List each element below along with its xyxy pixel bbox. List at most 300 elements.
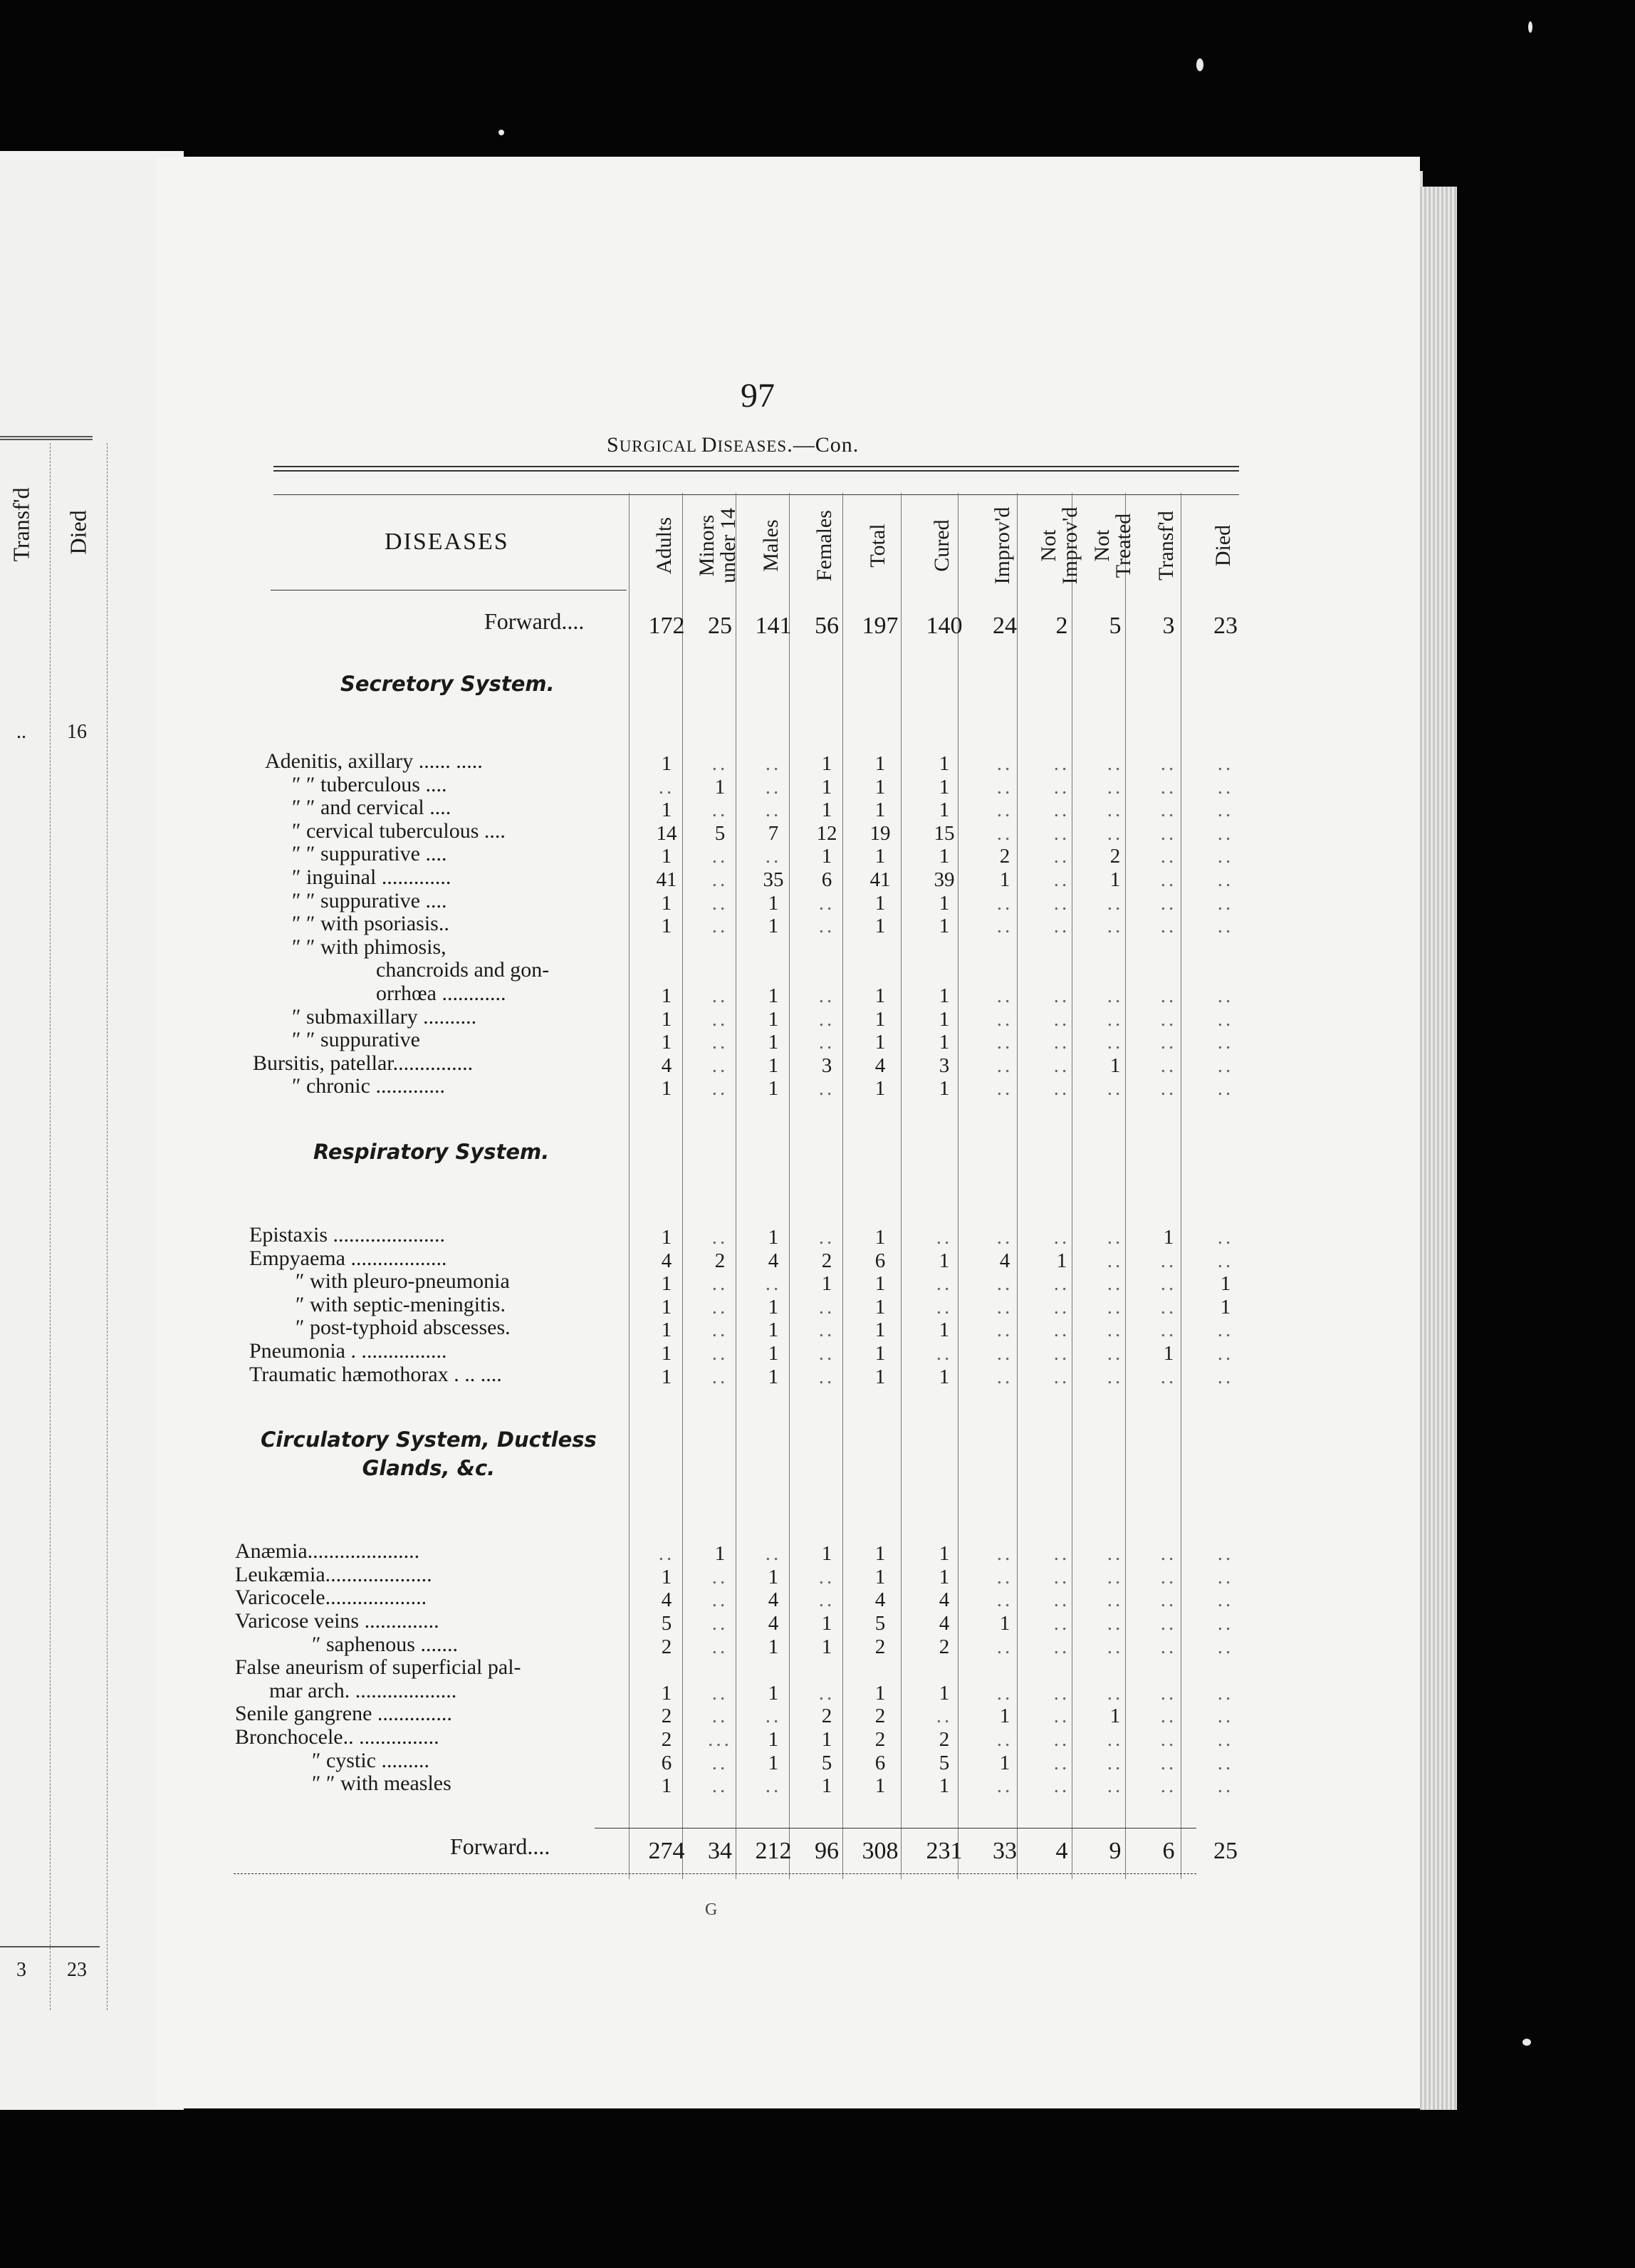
table-cell: 1: [874, 1542, 886, 1566]
table-cell: ..: [711, 1318, 728, 1342]
table-cell: 1: [874, 752, 886, 775]
table-cell: ..: [1107, 1612, 1124, 1635]
forward-value: 56: [815, 613, 839, 639]
table-cell: 1: [821, 1774, 832, 1798]
column-rule: [629, 493, 630, 1879]
row-label: orrhœa ............: [376, 982, 506, 1005]
table-cell: ..: [1053, 799, 1070, 822]
table-cell: 3: [939, 1054, 950, 1077]
forward-label: Forward....: [450, 1833, 550, 1859]
table-cell: ..: [1053, 1054, 1070, 1077]
table-cell: ..: [996, 1728, 1013, 1751]
column-header: Minors under 14: [695, 508, 740, 583]
table-cell: ..: [996, 1272, 1013, 1296]
table-cell: ..: [711, 752, 728, 775]
table-cell: 7: [768, 821, 779, 845]
table-cell: 1: [768, 1007, 779, 1031]
table-cell: ..: [818, 1342, 835, 1365]
forward-value: 197: [862, 613, 899, 639]
table-cell: ..: [818, 1365, 835, 1388]
table-cell: ..: [1217, 752, 1234, 775]
table-cell: ..: [711, 891, 728, 915]
table-cell: ..: [996, 915, 1013, 938]
table-cell: ..: [996, 1342, 1013, 1365]
row-label: ″ ″ with measles: [312, 1772, 451, 1796]
table-cell: ..: [1217, 1077, 1234, 1101]
table-cell: ..: [1217, 1365, 1234, 1388]
table-cell: ..: [1160, 1318, 1177, 1342]
prev-bottom-rule: [0, 1946, 100, 1947]
table-cell: ..: [1217, 775, 1234, 799]
table-cell: ..: [1053, 891, 1070, 915]
prev-header-transfd: Transf'd: [8, 487, 34, 562]
column-header: Improv'd: [991, 506, 1014, 585]
forward-value: 212: [755, 1838, 792, 1864]
table-cell: 1: [661, 1565, 672, 1588]
table-cell: ..: [996, 1007, 1013, 1031]
table-cell: 1: [768, 1365, 779, 1388]
table-cell: 41: [656, 868, 677, 891]
forward-value: 4: [1055, 1838, 1068, 1864]
table-cell: 1: [661, 1774, 672, 1798]
table-cell: ..: [1217, 984, 1234, 1007]
forward-value: 172: [648, 613, 685, 639]
table-cell: ..: [1160, 799, 1177, 822]
table-cell: ..: [1053, 1007, 1070, 1031]
row-label: Varicose veins ..............: [235, 1609, 439, 1633]
table-cell: 6: [821, 868, 832, 891]
table-cell: 1: [939, 1774, 950, 1798]
table-cell: 1: [939, 1007, 950, 1031]
table-cell: ..: [711, 1031, 728, 1054]
table-cell: ..: [996, 775, 1013, 799]
table-cell: 1: [821, 1612, 832, 1635]
table-cell: 1: [999, 868, 1010, 891]
table-cell: ..: [996, 1565, 1013, 1588]
table-cell: 1: [939, 1318, 950, 1342]
table-cell: ..: [1107, 1007, 1124, 1031]
column-rule: [842, 493, 843, 1879]
table-cell: 1: [1109, 868, 1121, 891]
table-cell: ..: [711, 799, 728, 822]
table-cell: 1: [939, 775, 950, 799]
row-label: Leukæmia....................: [235, 1562, 432, 1586]
table-cell: 1: [661, 1295, 672, 1318]
prev-header-died: Died: [65, 510, 91, 555]
table-cell: ..: [1217, 821, 1234, 845]
table-cell: 1: [939, 1365, 950, 1388]
table-cell: ..: [818, 1565, 835, 1588]
table-cell: ..: [711, 915, 728, 938]
table-cell: 1: [939, 984, 950, 1007]
table-cell: 5: [939, 1751, 950, 1774]
table-cell: ..: [1160, 1249, 1177, 1272]
table-cell: 1: [661, 891, 672, 915]
table-cell: ..: [1160, 1054, 1177, 1077]
dust-speck: [1522, 2039, 1531, 2046]
table-cell: 4: [939, 1612, 950, 1635]
table-cell: 1: [661, 799, 672, 822]
table-cell: 4: [939, 1588, 950, 1612]
table-cell: ..: [1107, 1774, 1124, 1798]
table-cell: ..: [996, 984, 1013, 1007]
table-cell: 5: [821, 1751, 832, 1774]
table-cell: 4: [874, 1054, 886, 1077]
heading-initial: S: [607, 433, 620, 457]
forward-value: 140: [926, 613, 963, 639]
column-header: Males: [759, 519, 783, 572]
table-cell: ..: [936, 1295, 953, 1318]
table-cell: 1: [821, 752, 832, 775]
table-cell: ..: [996, 1681, 1013, 1705]
table-cell: ..: [1107, 775, 1124, 799]
table-cell: 1: [768, 1077, 779, 1101]
table-cell: 1: [874, 1226, 886, 1249]
table-cell: ..: [1053, 1728, 1070, 1751]
table-cell: 1: [661, 1342, 672, 1365]
table-cell: 1: [874, 1342, 886, 1365]
table-cell: 1: [661, 1007, 672, 1031]
table-cell: ..: [818, 891, 835, 915]
table-cell: ..: [818, 915, 835, 938]
table-cell: ..: [1053, 775, 1070, 799]
column-rule: [1125, 493, 1126, 1879]
table-cell: ..: [996, 1318, 1013, 1342]
table-cell: ..: [1217, 1751, 1234, 1774]
table-cell: ..: [1160, 1272, 1177, 1296]
table-cell: 41: [869, 868, 891, 891]
table-cell: ..: [711, 1342, 728, 1365]
section-title: Circulatory System, Ductless Glands, &c.: [261, 1427, 597, 1481]
table-cell: ..: [1107, 1365, 1124, 1388]
table-cell: ..: [1160, 1365, 1177, 1388]
header-rule: [273, 494, 1239, 495]
table-cell: ..: [711, 1272, 728, 1296]
table-cell: 1: [874, 1077, 886, 1101]
table-cell: ..: [765, 845, 782, 868]
table-cell: ..: [765, 752, 782, 775]
table-cell: ..: [711, 1635, 728, 1658]
forward-value: 34: [708, 1838, 732, 1864]
table-cell: 15: [934, 821, 955, 845]
top-rule-2: [273, 470, 1239, 472]
table-cell: ..: [818, 1031, 835, 1054]
table-cell: 2: [874, 1728, 886, 1751]
table-cell: ..: [1160, 1774, 1177, 1798]
row-label: ″ ″ suppurative ....: [292, 842, 447, 866]
table-cell: ..: [936, 1226, 953, 1249]
row-label: ″ ″ tuberculous ....: [292, 772, 447, 796]
column-header: Females: [813, 510, 836, 581]
table-cell: ..: [1107, 1542, 1124, 1566]
table-cell: ..: [996, 821, 1013, 845]
heading-suffix: .—Con.: [787, 433, 860, 457]
table-cell: ..: [1217, 1774, 1234, 1798]
forward-value: 274: [648, 1838, 685, 1864]
row-label: ″ cystic .........: [312, 1748, 429, 1772]
table-cell: ..: [818, 1007, 835, 1031]
table-cell: ..: [1107, 1295, 1124, 1318]
table-cell: ..: [1053, 1342, 1070, 1365]
dust-speck: [1528, 21, 1532, 33]
table-cell: 1: [874, 1565, 886, 1588]
table-cell: ..: [1053, 1226, 1070, 1249]
table-cell: 1: [1220, 1295, 1231, 1318]
column-header: Died: [1211, 524, 1235, 567]
prev-forward-transfd: ..: [16, 721, 26, 743]
table-cell: 4: [768, 1612, 779, 1635]
dust-speck: [1196, 58, 1203, 71]
table-cell: 1: [874, 845, 886, 868]
table-cell: 1: [939, 1249, 950, 1272]
table-cell: 1: [939, 915, 950, 938]
table-cell: ..: [1053, 915, 1070, 938]
table-cell: 1: [768, 984, 779, 1007]
table-cell: ..: [996, 1635, 1013, 1658]
table-cell: ..: [1053, 1751, 1070, 1774]
table-cell: ..: [996, 1588, 1013, 1612]
table-cell: ..: [1107, 1728, 1124, 1751]
forward-value: 25: [1213, 1838, 1238, 1864]
table-cell: ..: [711, 1751, 728, 1774]
row-label: ″ ″ with phimosis,: [292, 935, 446, 959]
table-cell: 1: [714, 775, 726, 799]
table-cell: 1: [1163, 1342, 1174, 1365]
table-cell: ..: [996, 752, 1013, 775]
table-cell: 3: [821, 1054, 832, 1077]
table-cell: ..: [1160, 868, 1177, 891]
heading-smallcaps: URGICAL: [619, 437, 701, 455]
prev-top-rule-2: [0, 439, 93, 440]
forward-value: 231: [926, 1838, 963, 1864]
table-cell: ..: [1107, 1565, 1124, 1588]
prev-column-rule: [50, 443, 51, 2010]
table-cell: 1: [661, 1318, 672, 1342]
table-cell: ..: [1107, 1077, 1124, 1101]
table-cell: ..: [1053, 1705, 1070, 1728]
column-header: Adults: [652, 517, 676, 575]
table-cell: 1: [821, 799, 832, 822]
table-cell: ..: [1160, 1295, 1177, 1318]
table-cell: 4: [768, 1249, 779, 1272]
table-cell: 1: [768, 1751, 779, 1774]
table-cell: 1: [1109, 1705, 1121, 1728]
forward-value: 24: [993, 613, 1017, 639]
row-label: ″ submaxillary ..........: [292, 1004, 477, 1029]
table-cell: 6: [874, 1751, 886, 1774]
page-heading: [607, 433, 859, 457]
table-cell: 1: [874, 799, 886, 822]
column-rule: [1017, 493, 1018, 1879]
row-label: ″ ″ suppurative ....: [292, 888, 447, 912]
table-cell: ..: [1053, 1635, 1070, 1658]
table-cell: ..: [996, 1226, 1013, 1249]
table-cell: ..: [1217, 1031, 1234, 1054]
table-cell: ..: [1160, 915, 1177, 938]
table-cell: 1: [874, 915, 886, 938]
forward-value: 23: [1213, 613, 1238, 639]
table-cell: ..: [996, 1054, 1013, 1077]
table-cell: 1: [661, 845, 672, 868]
table-cell: ..: [1217, 868, 1234, 891]
table-cell: ..: [1053, 845, 1070, 868]
prev-top-rule: [0, 436, 93, 437]
table-cell: 1: [874, 984, 886, 1007]
table-cell: ..: [1160, 1031, 1177, 1054]
table-cell: ..: [936, 1272, 953, 1296]
table-cell: 1: [874, 1295, 886, 1318]
row-label: chancroids and gon-: [376, 958, 550, 982]
table-cell: ..: [1053, 821, 1070, 845]
table-cell: ..: [1217, 1342, 1234, 1365]
table-cell: 1: [1220, 1272, 1231, 1296]
table-cell: 2: [661, 1728, 672, 1751]
row-label: ″ ″ with psoriasis..: [292, 912, 449, 936]
table-cell: 1: [821, 1542, 832, 1566]
table-cell: ..: [1053, 1542, 1070, 1566]
table-cell: ..: [1160, 1751, 1177, 1774]
forward-value: 3: [1162, 613, 1175, 639]
table-cell: ..: [1053, 984, 1070, 1007]
table-cell: ..: [711, 1365, 728, 1388]
table-cell: 1: [661, 984, 672, 1007]
table-cell: 2: [874, 1705, 886, 1728]
table-cell: ..: [1160, 1612, 1177, 1635]
table-cell: 1: [821, 1272, 832, 1296]
forward-value: 6: [1162, 1838, 1175, 1864]
table-cell: ..: [818, 984, 835, 1007]
table-cell: ..: [996, 1365, 1013, 1388]
page-number: 97: [741, 377, 775, 415]
table-cell: 1: [661, 1031, 672, 1054]
table-cell: 2: [714, 1249, 726, 1272]
table-cell: ..: [1160, 984, 1177, 1007]
table-cell: ...: [708, 1728, 732, 1751]
table-cell: ..: [1160, 1588, 1177, 1612]
table-cell: ..: [1107, 1588, 1124, 1612]
table-cell: ..: [1107, 1031, 1124, 1054]
table-cell: ..: [1217, 1249, 1234, 1272]
table-cell: ..: [1107, 1751, 1124, 1774]
row-label: Anæmia.....................: [235, 1539, 420, 1564]
table-cell: 2: [999, 845, 1010, 868]
table-cell: 2: [939, 1728, 950, 1751]
table-cell: ..: [711, 1077, 728, 1101]
forward-value: 2: [1055, 613, 1068, 639]
page-edges: [1420, 187, 1457, 2110]
table-cell: 1: [939, 891, 950, 915]
table-cell: ..: [1107, 984, 1124, 1007]
forward-value: 308: [862, 1838, 899, 1864]
table-cell: 1: [821, 1728, 832, 1751]
table-cell: 1: [768, 1054, 779, 1077]
table-cell: ..: [1160, 752, 1177, 775]
table-cell: ..: [1160, 821, 1177, 845]
table-cell: 1: [874, 1007, 886, 1031]
table-cell: ..: [1053, 752, 1070, 775]
table-cell: 4: [999, 1249, 1010, 1272]
table-cell: ..: [996, 1077, 1013, 1101]
forward-value: 33: [993, 1838, 1017, 1864]
table-cell: 1: [874, 891, 886, 915]
row-label: Senile gangrene ..............: [235, 1702, 452, 1726]
column-header: Total: [866, 524, 889, 568]
table-cell: ..: [1217, 1635, 1234, 1658]
table-cell: ..: [1160, 1565, 1177, 1588]
table-cell: 19: [869, 821, 891, 845]
table-cell: ..: [996, 799, 1013, 822]
table-cell: ..: [996, 1774, 1013, 1798]
table-cell: ..: [1053, 868, 1070, 891]
table-cell: ..: [1053, 1774, 1070, 1798]
table-cell: 1: [939, 845, 950, 868]
table-cell: 5: [874, 1612, 886, 1635]
table-cell: 6: [874, 1249, 886, 1272]
table-cell: ..: [1053, 1295, 1070, 1318]
row-label: ″ ″ and cervical ....: [292, 796, 451, 820]
table-cell: 1: [939, 1681, 950, 1705]
table-cell: 1: [661, 1365, 672, 1388]
table-cell: 12: [816, 821, 837, 845]
row-label: mar arch. ...................: [269, 1678, 457, 1702]
table-cell: 1: [768, 1681, 779, 1705]
table-cell: 4: [661, 1249, 672, 1272]
table-cell: ..: [711, 1681, 728, 1705]
table-cell: ..: [711, 1295, 728, 1318]
table-cell: ..: [1160, 1542, 1177, 1566]
table-cell: ..: [1107, 1249, 1124, 1272]
prev-total-died: 23: [67, 1959, 87, 1981]
table-cell: ..: [1217, 1728, 1234, 1751]
table-cell: 2: [821, 1705, 832, 1728]
table-cell: ..: [1217, 799, 1234, 822]
table-cell: ..: [711, 868, 728, 891]
column-header: Cured: [930, 519, 954, 572]
table-cell: ..: [765, 1705, 782, 1728]
row-label: ″ with pleuro-pneumonia: [296, 1269, 510, 1294]
column-rule: [682, 493, 683, 1879]
row-label: Bronchocele.. ...............: [235, 1725, 439, 1749]
table-cell: ..: [1053, 1318, 1070, 1342]
table-cell: ..: [1217, 891, 1234, 915]
table-cell: ..: [1053, 1565, 1070, 1588]
table-cell: ..: [711, 984, 728, 1007]
table-cell: ..: [1160, 891, 1177, 915]
dust-speck: [498, 130, 504, 135]
diseases-underline: [271, 590, 627, 591]
table-cell: ..: [1217, 1226, 1234, 1249]
forward-label: Forward....: [484, 608, 585, 634]
table-cell: ..: [1217, 1681, 1234, 1705]
table-cell: 1: [768, 1635, 779, 1658]
table-cell: ..: [1160, 1635, 1177, 1658]
table-cell: 39: [934, 868, 955, 891]
table-cell: ..: [711, 1612, 728, 1635]
table-cell: 1: [999, 1705, 1010, 1728]
table-cell: ..: [1160, 1728, 1177, 1751]
row-label: ″ cervical tuberculous ....: [292, 818, 506, 843]
table-cell: 1: [768, 891, 779, 915]
table-cell: 4: [661, 1588, 672, 1612]
table-cell: ..: [818, 1318, 835, 1342]
table-cell: 1: [768, 1031, 779, 1054]
table-cell: 1: [874, 1774, 886, 1798]
table-cell: ..: [765, 775, 782, 799]
table-cell: 5: [714, 821, 726, 845]
table-cell: ..: [1217, 1318, 1234, 1342]
table-cell: 1: [768, 915, 779, 938]
table-cell: 2: [874, 1635, 886, 1658]
